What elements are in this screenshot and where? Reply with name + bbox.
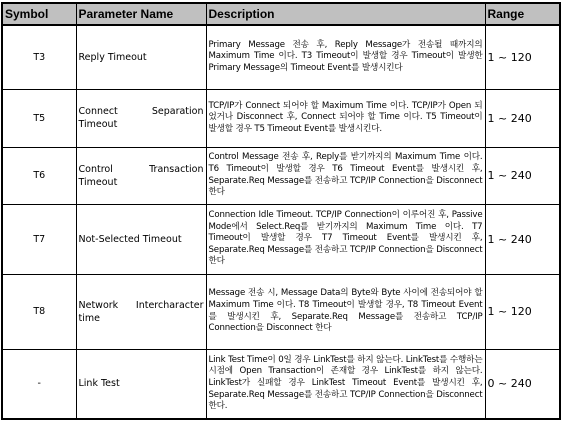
range-cell: 1 ~ 240 <box>485 147 560 204</box>
table-row <box>2 25 560 89</box>
description-cell: Connection Idle Timeout. TCP/IP Connection이 이루어진 후, Passive Mode에서 Select.Req를 받기까지의 Maximum Time 이다. T7 Timeout이 발생할 경우 T7 Timeout Event를 발생시킨 후, Separate.Req Message를 전송하고 TCP/IP Connection을 Disconnect 한다 <box>206 204 485 274</box>
range-cell: 1 ~ 120 <box>485 274 560 349</box>
range-cell: 1 ~ 240 <box>485 204 560 274</box>
parameter-name-cell: Network Intercharacter time <box>76 274 206 349</box>
symbol-cell: T6 <box>2 147 76 204</box>
parameter-name-cell: Control Transaction Timeout <box>76 147 206 204</box>
header-parameter-name: Parameter Name <box>76 3 206 25</box>
symbol-cell: - <box>2 349 76 419</box>
description-cell: Link Test Time이 0일 경우 LinkTest를 하지 않는다. LinkTest를 수행하는 시점에 Open Transaction이 존재할 경우 LinkTest를 하지 않는다. LinkTest가 실패할 경우 LinkTest Timeout Event를 발생시킨 후, Separate.Req Message를 전송하고 TCP/IP Connection을 Disconnect 한다. <box>206 349 485 419</box>
parameter-name-cell: Reply Timeout <box>76 25 206 89</box>
table-row <box>2 349 560 419</box>
table-row <box>2 147 560 204</box>
symbol-cell: T3 <box>2 25 76 89</box>
parameter-name-cell: Connect Separation Timeout <box>76 89 206 147</box>
header-range: Range <box>485 3 560 25</box>
symbol-cell: T5 <box>2 89 76 147</box>
description-cell: Message 전송 시, Message Data의 Byte와 Byte 사이에 전송되어야 할 Maximum Time 이다. T8 Timeout이 발생할 경우, T8 Timeout Event를 발생시킨 후, Separate.Req Message를 전송하고 TCP/IP Connection을 Disconnect 한다 <box>206 274 485 349</box>
symbol-cell: T8 <box>2 274 76 349</box>
parameter-name-cell: Not-Selected Timeout <box>76 204 206 274</box>
header-row <box>2 3 560 25</box>
table-row <box>2 89 560 147</box>
description-cell: Control Message 전송 후, Reply를 받기까지의 Maximum Time 이다. T6 Timeout이 발생할 경우 T6 Timeout Event를 발생시킨 후, Separate.Req Message를 전송하고 TCP/IP Connection을 Disconnect 한다 <box>206 147 485 204</box>
parameter-table <box>1 2 561 420</box>
header-symbol: Symbol <box>2 3 76 25</box>
parameter-name-cell: Link Test <box>76 349 206 419</box>
header-description: Description <box>206 3 485 25</box>
range-cell: 1 ~ 120 <box>485 25 560 89</box>
table-row <box>2 204 560 274</box>
table-row <box>2 274 560 349</box>
range-cell: 1 ~ 240 <box>485 89 560 147</box>
range-cell: 0 ~ 240 <box>485 349 560 419</box>
description-cell: Primary Message 전송 후, Reply Message가 전송될 때까지의 Maximum Time 이다. T3 Timeout이 발생할 경우 Timeout이 발생한 Primary Message의 Timeout Event를 발생시킨다 <box>206 25 485 89</box>
description-cell: TCP/IP가 Connect 되어야 할 Maximum Time 이다. TCP/IP가 Open 되었거나 Disconnect 후, Connect 되어야 할 Time 이다. T5 Timeout이 발생할 경우 T5 Timeout Event를 발생시킨다. <box>206 89 485 147</box>
symbol-cell: T7 <box>2 204 76 274</box>
